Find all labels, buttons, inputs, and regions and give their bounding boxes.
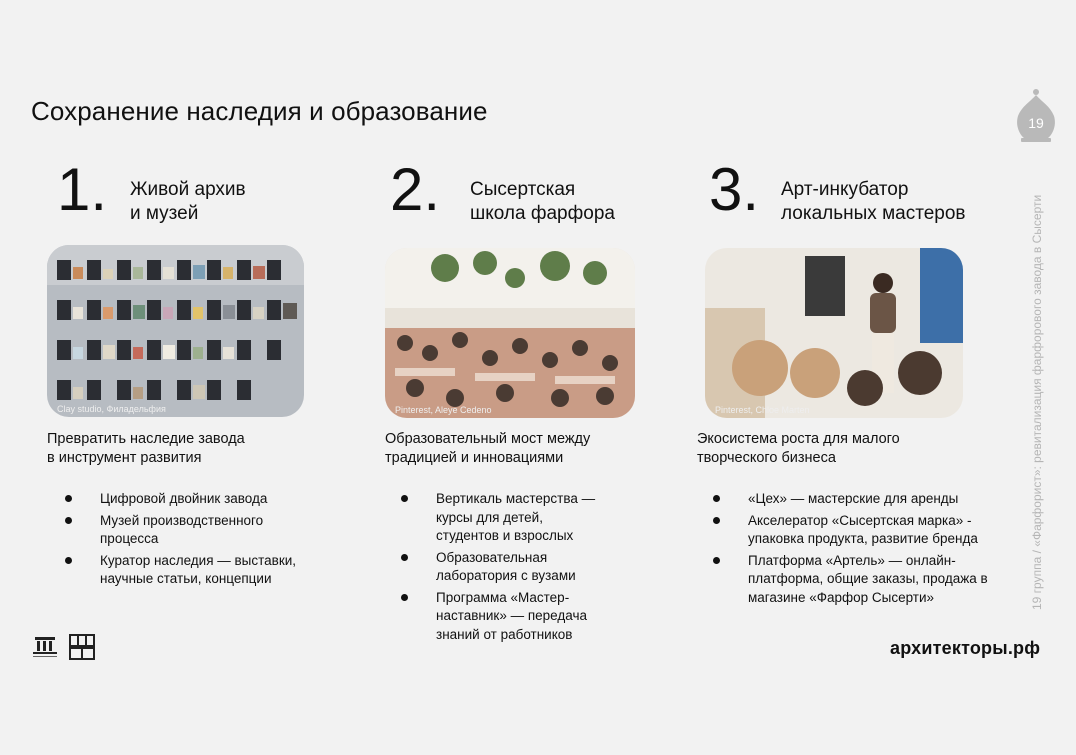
bullet-item: Цифровой двойник завода bbox=[64, 490, 324, 509]
photo-clay-studio bbox=[47, 245, 304, 417]
heading-line: локальных мастеров bbox=[781, 203, 966, 224]
photo-workshop bbox=[385, 248, 635, 418]
heading-line: Арт-инкубатор bbox=[781, 179, 909, 200]
bullet-list bbox=[400, 490, 610, 647]
dom-rf-logo-icon bbox=[69, 634, 95, 660]
presentation-image bbox=[705, 248, 963, 418]
heading-line: школа фарфора bbox=[470, 203, 615, 224]
page-number: 19 bbox=[1028, 115, 1044, 131]
page-title: Сохранение наследия и образование bbox=[31, 96, 488, 126]
photo-caption: Clay studio, Филадельфия bbox=[57, 404, 166, 414]
bullet-item: Куратор наследия — выставки, научные статьи, концепции bbox=[64, 552, 330, 589]
lead-line: Образовательный мост между bbox=[385, 431, 591, 447]
photo-presentation bbox=[705, 248, 963, 418]
heading-line: Сысертская bbox=[470, 179, 576, 200]
bullet-item: Образовательная лаборатория с вузами bbox=[400, 549, 596, 586]
column-number: 3. bbox=[709, 156, 760, 223]
lead-line: Экосистема роста для малого bbox=[697, 431, 900, 447]
heading-line: Живой архив bbox=[130, 179, 246, 200]
bullet-list bbox=[712, 490, 1017, 610]
lead-line: традицией и инновациями bbox=[385, 450, 564, 466]
column-lead bbox=[385, 430, 590, 468]
photo-caption: Pinterest, Chloe Marten bbox=[715, 405, 810, 415]
photo-caption: Pinterest, Aleye Cedeno bbox=[395, 405, 492, 415]
bullet-item: Музей производственного процесса bbox=[64, 512, 285, 549]
bullet-item: «Цех» — мастерские для аренды bbox=[712, 490, 1017, 509]
bullet-list bbox=[64, 490, 324, 592]
lead-line: творческого бизнеса bbox=[697, 450, 836, 466]
lead-line: в инструмент развития bbox=[47, 450, 202, 466]
workshop-image bbox=[385, 248, 635, 418]
bullet-item: Вертикаль мастерства — курсы для детей, студентов и взрослых bbox=[400, 490, 606, 546]
government-logo-icon bbox=[31, 635, 59, 659]
partner-logos bbox=[31, 634, 95, 660]
column-lead bbox=[47, 430, 245, 468]
column-number: 2. bbox=[390, 156, 441, 223]
heading-line: и музей bbox=[130, 203, 199, 224]
column-heading bbox=[470, 178, 615, 226]
side-note: 19 группа / «Фарфорист»: ревитализация фарфорового завода в Сысерти bbox=[1030, 194, 1044, 610]
museum-wall-image bbox=[47, 245, 304, 417]
bullet-item: Программа «Мастер-наставник» — передача знаний от работников bbox=[400, 589, 606, 645]
column-heading bbox=[130, 178, 246, 226]
column-number: 1. bbox=[57, 156, 108, 223]
bullet-item: Акселератор «Сысертская марка» - упаковка продукта, развитие бренда bbox=[712, 512, 1006, 549]
lead-line: Превратить наследие завода bbox=[47, 431, 245, 447]
column-heading bbox=[781, 178, 966, 226]
column-lead bbox=[697, 430, 900, 468]
site-url[interactable]: архитекторы.рф bbox=[890, 638, 1041, 658]
bullet-item: Платформа «Артель» — онлайн-платформа, общие заказы, продажа в магазине «Фарфор Сысерти» bbox=[712, 552, 993, 608]
